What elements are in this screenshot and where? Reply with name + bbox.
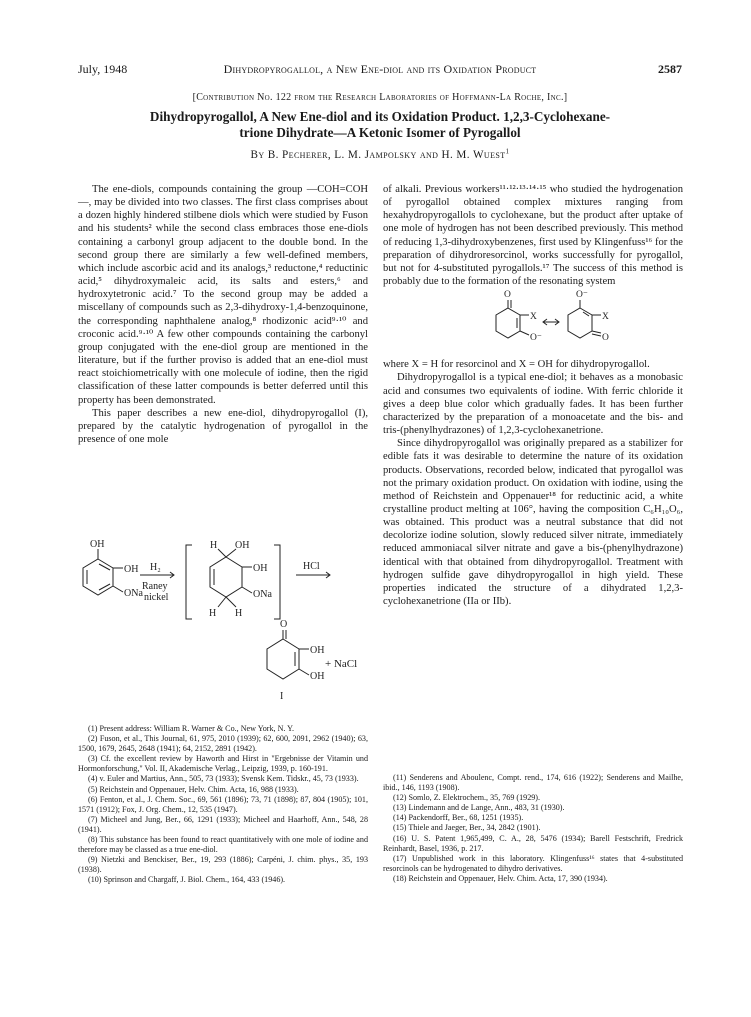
header-page-number: 2587: [658, 62, 682, 76]
footnote: (9) Nietzki and Benckiser, Ber., 19, 293 (1886); Carpéni, J. chim. phys., 35, 193 (1938).: [78, 855, 368, 875]
resonance-o-minus-2: O⁻: [530, 333, 542, 344]
header-running-title: Dihydropyrogallol, a New Ene-diol and its Oxidation Product: [223, 62, 537, 76]
footnotes-left: [78, 724, 368, 886]
footnote: (4) v. Euler and Martius, Ann., 505, 73 (1933); Svensk Kem. Tidskr., 45, 73 (1933).: [88, 774, 359, 784]
footnote: (18) Reichstein and Oppenauer, Helv. Chim. Acta, 17, 390 (1934).: [393, 873, 608, 883]
footnote: (8) This substance has been found to react quantitatively with one mole of iodine and therefore may be classed as a true ene-diol.: [78, 835, 368, 855]
article-title: [78, 109, 682, 140]
footnote: (16) U. S. Patent 1,965,499, C. A., 28, 5476 (1934); Barell Festschrift, Fredrick Reinhardt, Basel, 1936, p. 217.: [383, 833, 683, 853]
footnote: (10) Sprinson and Chargaff, J. Biol. Chem., 164, 433 (1946).: [88, 875, 286, 885]
resonance-o: O: [504, 290, 511, 301]
title-line-1: Dihydropyrogallol, A New Ene-diol and its Oxidation Product. 1,2,3-Cyclohexane-: [149, 109, 611, 124]
ring-resonance-left: [496, 308, 520, 338]
scheme-h2: H₂: [150, 562, 161, 573]
ring-resonance-right: [568, 308, 592, 338]
scheme-h-bottom-left: H: [209, 608, 217, 619]
resonance-structure: [383, 288, 683, 358]
resonance-o-2: O: [602, 333, 609, 344]
contribution-line: [Contribution No. 122 from the Research Laboratories of Hoffmann-La Roche, Inc.]: [192, 92, 568, 103]
paragraph-intro: The ene-diols, compounds containing the group —COH=COH—, may be divided into two classes. The first class comprises about a dozen highly hindered stilbene diols which were studied by Fuson and his students² while the second class embraces those ene-diols containing a carbonyl group adjacent to the double bond. In the second group there are similarly a few well-defined members, which include ascorbic acid and its analogs,³ reductone,⁴ reductinic acid,⁵ dihydroxymaleic acid, its salts and esters,⁶ and hydroxytetronic acid.⁷ To the second group may be added a miscellany of compounds such as 2,3-dihydroxy-1,4-benzoquinone, the corresponding naphthalene analog,⁸ rhodizonic acid⁹·¹⁰ and croconic acid.⁹·¹⁰ A few other compounds containing the carbonyl group conjugated with the ene-diol group are mentioned in the literature, but if the further proviso is added that an ene-diol must react stoichiometrically with one molecule of iodine, then the rigid classification of these latter compounds is better deferred until this property has been demonstrated.: [78, 184, 368, 406]
scheme-nickel: nickel: [144, 592, 169, 603]
paragraph-previous-work: of alkali. Previous workers¹¹·¹²·¹³·¹⁴·¹⁵ who studied the hydrogenation of pyrogallol obtained complex mixtures ranging from hexahydropyrogallols to cyclohexane, but the product after uptake of one mole of hydrogen has not been described previously. This method of reducing 1,3-dihydroxybenzenes, first used by Klingenfuss¹⁶ for the preparation of dihydroresorcinol, works successfully for pyrogallol, but not for 4-substituted pyrogallols.¹⁷ The success of this method is probably due to the formation of the resonating system: [383, 184, 683, 288]
paragraph-where: where X = H for resorcinol and X = OH for dihydropyrogallol.: [383, 359, 650, 371]
footnote: (5) Reichstein and Oppenauer, Helv. Chim. Acta, 16, 988 (1933).: [88, 784, 299, 794]
scheme-raney: Raney: [142, 581, 168, 592]
paragraph-ene-diol: Dihydropyrogallol is a typical ene-diol; it behaves as a monobasic acid and consumes two equivalents of iodine. With ferric chloride it gives a deep blue color which gradually fades. It has been further characterized by the preparation of a monoacetate and the bis- and tris-(phenylhydrazones) of 1,2,3-cyclohexanetrione.: [383, 372, 683, 437]
scheme-oh-I-2: OH: [310, 671, 325, 682]
scheme-ona: ONa: [124, 588, 143, 599]
footnote: (11) Senderens and Aboulenc, Compt. rend., 174, 616 (1922); Senderens and Mailhe, ibid., 146, 1193 (1908).: [383, 773, 683, 793]
scheme-oh-top: OH: [90, 539, 105, 550]
header-date: July, 1948: [78, 62, 128, 76]
footnotes-right: [383, 773, 683, 884]
scheme-h-top: H: [210, 540, 218, 551]
scheme-oh-I: OH: [310, 645, 325, 656]
scheme-oh-intermediate-2: OH: [253, 563, 268, 574]
paragraph-description: This paper describes a new ene-diol, dihydropyrogallol (I), prepared by the catalytic hydrogenation of pyrogallol in the presence of one mole: [78, 407, 368, 445]
footnote: (12) Somlo, Z. Elektrochem., 35, 769 (1929).: [393, 793, 541, 803]
scheme-oh: OH: [124, 564, 139, 575]
scheme-h-bottom-right: H: [235, 608, 243, 619]
scheme-ona-intermediate: ONa: [253, 589, 272, 600]
resonance-x-right: X: [602, 312, 609, 323]
ring-intermediate: [210, 557, 242, 597]
footnote: (14) Packendorff, Ber., 68, 1251 (1935).: [393, 813, 524, 823]
left-column: [78, 183, 368, 446]
footnote: (2) Fuson, et al., This Journal, 61, 975, 2010 (1939); 62, 600, 2091, 2962 (1940); 63, 1500, 1679, 2645, 2648 (1941); 64, 2152, 2891 (1942).: [78, 734, 368, 754]
footnote: (15) Thiele and Jaeger, Ber., 34, 2842 (1901).: [393, 823, 541, 833]
scheme-plus-nacl: + NaCl: [325, 658, 358, 670]
footnote: (1) Present address: William R. Warner & Co., New York, N. Y.: [88, 724, 294, 733]
resonance-o-minus: O⁻: [576, 290, 588, 301]
footnote: (6) Fenton, et al., J. Chem. Soc., 69, 561 (1896); 73, 71 (1898); 87, 804 (1905); 101, 1571 (1912); Fox, J. Org. Chem., 12, 535 (1947).: [78, 794, 368, 814]
authors: By B. Pecherer, L. M. Jampolsky and H. M. Wuest: [250, 149, 506, 161]
footnote: (3) Cf. the excellent review by Haworth and Hirst in "Ergebnisse der Vitamin und Hormonforschung," Vol. II, Akademische Verlag., Leipzig, 1939, p. 160-191.: [78, 754, 368, 774]
ring-compound-I: [267, 639, 299, 679]
bracket-right: [274, 545, 280, 619]
right-column: [383, 183, 683, 608]
bracket-left: [186, 545, 192, 619]
running-header: [78, 62, 682, 80]
reaction-scheme: [78, 537, 370, 719]
scheme-hcl: HCl: [303, 561, 320, 572]
footnote: (13) Lindemann and de Lange, Ann., 483, 31 (1930).: [393, 803, 565, 813]
author-line: [78, 149, 682, 161]
author-footnote-mark: 1: [505, 147, 510, 156]
scheme-oh-intermediate: OH: [235, 540, 250, 551]
compound-label-I: I: [280, 691, 284, 702]
scheme-o: O: [280, 619, 288, 630]
title-line-2: trione Dihydrate—A Ketonic Isomer of Pyrogallol: [239, 124, 521, 140]
resonance-x-left: X: [530, 312, 537, 323]
footnote: (7) Micheel and Jung, Ber., 66, 1291 (1933); Micheel and Haarhoff, Ann., 548, 28 (1941).: [78, 814, 368, 834]
paragraph-oxidation: Since dihydropyrogallol was originally prepared as a stabilizer for edible fats it was desirable to determine the nature of its oxidation products. Observations, recorded below, indicated that pyrogallol was not the primary oxidation product. On oxidation with iodine, using the method of Reichstein and Oppenauer¹⁸ for reductinic acid, a white crystalline product melting at 106°, having the composition C₆H₁₀O₆, was obtained. This product was a neutral substance that did not decolorize iodine solution, slowly reduced silver nitrate, immediately reduced ammoniacal silver nitrate and gave a bis-(phenylhydrazone) identical with that obtained from dihydropyrogallol. Treatment with hydrogen sulfide gave dihydropyrogallol in high yield. These properties indicated the structure of a dihydrated 1,2,3-cyclohexanetrione (IIa or IIb).: [383, 438, 683, 608]
footnote: (17) Unpublished work in this laboratory. Klingenfuss¹⁶ states that 4-substituted resorcinols can be hydrogenated to dihydro derivatives.: [383, 853, 683, 873]
